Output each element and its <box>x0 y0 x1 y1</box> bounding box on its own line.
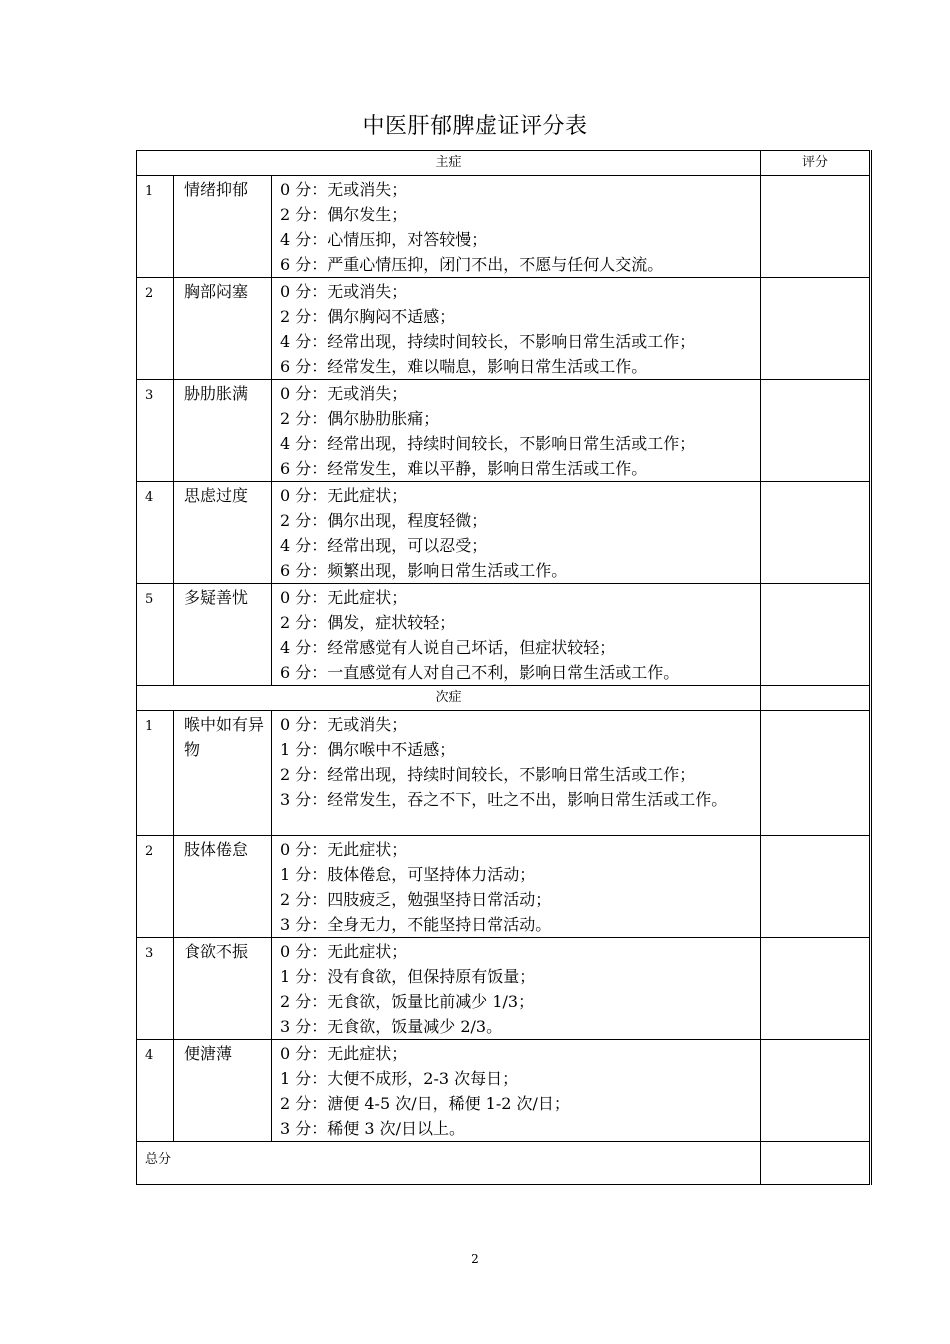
main_symptoms-row <box>137 584 871 686</box>
criterion-line: 2 分：经常出现，持续时间较长，不影响日常生活或工作； <box>280 765 696 784</box>
score-cell <box>761 584 871 686</box>
criterion-line: 0 分：无或消失； <box>280 715 408 734</box>
item-number: 1 <box>137 711 174 836</box>
main_symptoms-row <box>137 278 871 380</box>
criterion-line: 2 分：偶尔出现，程度轻微； <box>280 511 488 530</box>
criterion-line: 2 分：偶尔胁肋胀痛； <box>280 409 440 428</box>
criterion-line: 6 分：经常发生，难以喘息，影响日常生活或工作。 <box>280 357 648 376</box>
symptom-name: 便溏薄 <box>174 1040 272 1142</box>
criterion-line: 2 分：四肢疲乏，勉强坚持日常活动； <box>280 890 552 909</box>
criterion-line: 2 分：偶尔胸闷不适感； <box>280 307 456 326</box>
secondary_symptoms-row <box>137 711 871 836</box>
criterion-line: 0 分：无此症状； <box>280 588 408 607</box>
item-number: 5 <box>137 584 174 686</box>
total-row <box>137 1142 871 1185</box>
item-number: 3 <box>137 380 174 482</box>
criterion-line: 1 分：没有食欲，但保持原有饭量； <box>280 967 536 986</box>
criterion-line: 4 分：经常感觉有人说自己坏话，但症状较轻； <box>280 638 616 657</box>
score-cell <box>761 938 871 1040</box>
scoring-criteria <box>272 1040 761 1142</box>
item-number: 3 <box>137 938 174 1040</box>
score-cell <box>761 482 871 584</box>
criterion-line: 4 分：经常出现，可以忍受； <box>280 536 488 555</box>
symptom-name: 情绪抑郁 <box>174 176 272 278</box>
criterion-line: 2 分：偶发，症状较轻； <box>280 613 456 632</box>
item-number: 2 <box>137 836 174 938</box>
criterion-line: 3 分：稀便 3 次/日以上。 <box>280 1119 466 1138</box>
score-cell <box>761 1040 871 1142</box>
symptom-name: 多疑善忧 <box>174 584 272 686</box>
criterion-line: 6 分：一直感觉有人对自己不利，影响日常生活或工作。 <box>280 663 680 682</box>
criterion-line: 3 分：无食欲，饭量减少 2/3。 <box>280 1017 503 1036</box>
criterion-line: 6 分：严重心情压抑，闭门不出，不愿与任何人交流。 <box>280 255 664 274</box>
secondary_symptoms-row <box>137 1040 871 1142</box>
criterion-line: 3 分：全身无力，不能坚持日常活动。 <box>280 915 552 934</box>
scoring-criteria <box>272 836 761 938</box>
criterion-line: 1 分：大便不成形，2-3 次每日； <box>280 1069 519 1088</box>
score-cell <box>761 176 871 278</box>
score-column-header: 评分 <box>761 151 871 176</box>
score-cell <box>761 836 871 938</box>
criterion-line: 4 分：心情压抑，对答较慢； <box>280 230 488 249</box>
total-label: 总分 <box>137 1142 761 1185</box>
scoring-criteria <box>272 380 761 482</box>
secondary-symptoms-header-row <box>137 686 871 711</box>
symptom-name: 食欲不振 <box>174 938 272 1040</box>
criterion-line: 6 分：频繁出现，影响日常生活或工作。 <box>280 561 568 580</box>
item-number: 1 <box>137 176 174 278</box>
scoring-criteria <box>272 482 761 584</box>
total-score-cell <box>761 1142 871 1185</box>
scoring-table <box>136 150 872 1185</box>
scoring-criteria <box>272 711 761 836</box>
main_symptoms-row <box>137 176 871 278</box>
secondary_symptoms-row <box>137 938 871 1040</box>
item-number: 4 <box>137 1040 174 1142</box>
symptom-name: 思虑过度 <box>174 482 272 584</box>
item-number: 4 <box>137 482 174 584</box>
main_symptoms-row <box>137 482 871 584</box>
criterion-line: 3 分：经常发生，吞之不下，吐之不出，影响日常生活或工作。 <box>280 790 728 809</box>
criterion-line: 0 分：无或消失； <box>280 282 408 301</box>
score-cell <box>761 686 871 711</box>
main_symptoms-row <box>137 380 871 482</box>
scoring-criteria <box>272 584 761 686</box>
criterion-line: 0 分：无或消失； <box>280 180 408 199</box>
symptom-name: 肢体倦怠 <box>174 836 272 938</box>
symptom-name: 胁肋胀满 <box>174 380 272 482</box>
score-cell <box>761 711 871 836</box>
symptom-name: 胸部闷塞 <box>174 278 272 380</box>
criterion-line: 4 分：经常出现，持续时间较长，不影响日常生活或工作； <box>280 332 696 351</box>
scoring-criteria <box>272 278 761 380</box>
score-cell <box>761 380 871 482</box>
item-number: 2 <box>137 278 174 380</box>
page-title: 中医肝郁脾虚证评分表 <box>362 114 588 139</box>
criterion-line: 1 分：偶尔喉中不适感； <box>280 740 456 759</box>
criterion-line: 0 分：无此症状； <box>280 942 408 961</box>
secondary_symptoms-row <box>137 836 871 938</box>
page-number: 2 <box>471 1252 479 1266</box>
secondary-symptoms-header: 次症 <box>137 686 761 711</box>
criterion-line: 0 分：无此症状； <box>280 840 408 859</box>
criterion-line: 2 分：无食欲，饭量比前减少 1/3； <box>280 992 535 1011</box>
criterion-line: 2 分：偶尔发生； <box>280 205 408 224</box>
criterion-line: 0 分：无此症状； <box>280 1044 408 1063</box>
symptom-name: 喉中如有异物 <box>174 711 272 836</box>
main-symptoms-header: 主症 <box>137 151 761 176</box>
main-symptoms-header-row <box>137 151 871 176</box>
criterion-line: 4 分：经常出现，持续时间较长，不影响日常生活或工作； <box>280 434 696 453</box>
scoring-criteria <box>272 176 761 278</box>
criterion-line: 0 分：无或消失； <box>280 384 408 403</box>
criterion-line: 1 分：肢体倦怠，可坚持体力活动； <box>280 865 536 884</box>
criterion-line: 0 分：无此症状； <box>280 486 408 505</box>
scoring-criteria <box>272 938 761 1040</box>
score-cell <box>761 278 871 380</box>
criterion-line: 6 分：经常发生，难以平静，影响日常生活或工作。 <box>280 459 648 478</box>
criterion-line: 2 分：溏便 4-5 次/日，稀便 1-2 次/日； <box>280 1094 570 1113</box>
